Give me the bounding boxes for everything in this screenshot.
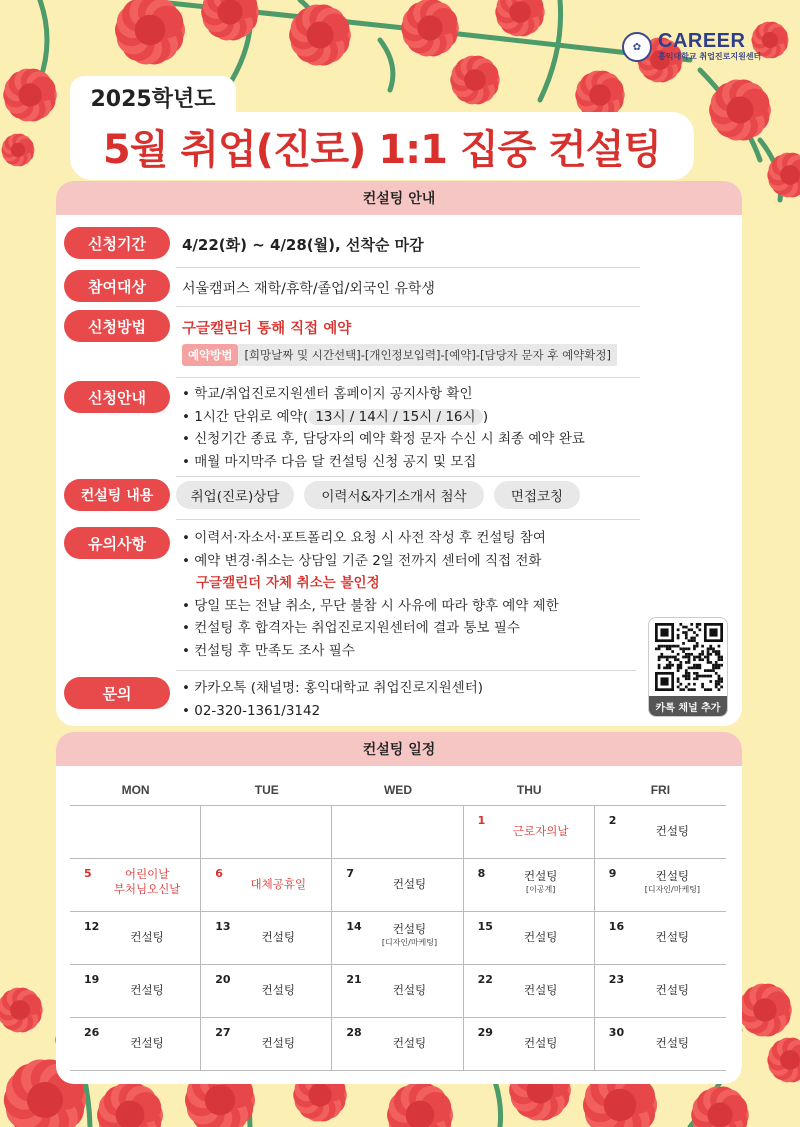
event-text: 컨설팅 [655,1036,690,1050]
event-label [94,1036,200,1051]
calendar-day [595,806,726,859]
day-number: 5 [84,867,92,880]
day-number: 6 [215,867,223,880]
day-number: 27 [215,1026,231,1039]
calendar-day [70,859,201,912]
notes-list [182,527,559,662]
event-text: 컨설팅 [392,1036,427,1050]
calendar-day [70,1018,201,1071]
day-number: 14 [346,920,362,933]
calendar-day [332,859,463,912]
day-number: 13 [215,920,231,933]
time-slots: 13시 / 14시 / 15시 / 16시 [308,409,483,425]
list-item-warning: 구글캘린더 자체 취소는 불인정 [196,575,380,591]
guide-list [182,383,585,473]
qr-label: 카톡 채널 추가 [649,696,727,716]
calendar-day [332,1018,463,1071]
calendar-day [201,859,332,912]
schedule-heading: 컨설팅 일정 [56,732,742,766]
event-text: 근로자의날 [512,824,569,838]
calendar-day [201,1018,332,1071]
event-label [356,983,462,998]
calendar-day [70,806,201,859]
holiday-label [225,877,331,892]
list-item-text: • 1시간 단위로 예약( [182,408,308,425]
contact-list [182,677,483,722]
calendar-day [201,806,332,859]
kakao-qr-code[interactable] [648,617,728,717]
event-text: 컨설팅 [261,1036,295,1050]
event-label [488,930,594,945]
event-text: 컨설팅 [261,930,295,944]
divider [176,306,640,307]
content-chip: 이력서&자기소개서 첨삭 [304,481,484,509]
info-heading: 컨설팅 안내 [56,181,742,215]
event-text: 컨설팅 [130,930,164,944]
event-text: 컨설팅 [130,983,164,997]
logo-brand: CAREER [658,30,746,52]
list-item: • 예약 변경·취소는 상담일 기준 2일 전까지 센터에 직접 전화 [182,552,542,569]
page-title: 5월 취업(진로) 1:1 집중 컨설팅 [70,112,694,180]
event-text: 컨설팅 [655,930,690,944]
method-label: 신청방법 [64,310,170,342]
content-chip: 면접코칭 [494,481,580,509]
calendar-day [332,965,463,1018]
event-label [488,869,594,895]
divider [176,377,640,378]
event-text: 컨설팅 [392,922,427,936]
calendar-day [332,806,463,859]
list-item: • 02-320-1361/3142 [182,702,321,719]
event-label [619,1036,726,1051]
event-text: 컨설팅 [655,983,690,997]
day-number: 15 [477,920,493,933]
list-item-text: ) [482,408,489,425]
day-number: 8 [477,867,486,880]
event-label [619,869,726,895]
list-item: • 이력서·자소서·포트폴리오 요청 시 사전 작성 후 컨설팅 참여 [182,530,546,546]
calendar-day [595,965,726,1018]
list-item: • 카카오톡 (채널명: 홍익대학교 취업진로지원센터) [182,680,484,696]
event-text: 컨설팅 [655,869,690,883]
day-number: 22 [477,973,493,986]
event-label [356,1036,462,1051]
method-steps: [희망날짜 및 시간선택]-[개인정보입력]-[예약]-[담당자 문자 후 예약확정] [238,344,617,366]
calendar-day [595,912,726,965]
weekday-wed: WED [383,782,412,797]
day-number: 12 [84,920,100,933]
event-text: 컨설팅 [655,824,690,838]
event-text: 대체공휴일 [250,877,307,891]
event-track: [이공계] [525,885,556,894]
list-item: • 학교/취업진로지원센터 홈페이지 공지사항 확인 [182,386,473,402]
weekday-thu: THU [516,782,542,797]
event-label [225,930,331,945]
calendar-header [70,774,726,806]
target-value: 서울캠퍼스 재학/휴학/졸업/외국인 유학생 [182,281,435,297]
event-label [225,1036,331,1051]
event-track: [디자인/마케팅] [381,938,438,947]
event-label [619,930,726,945]
calendar-grid [70,806,726,1071]
event-text: 컨설팅 [261,983,295,997]
day-number: 9 [608,867,617,880]
calendar-day [464,965,595,1018]
list-item: • 신청기간 종료 후, 담당자의 예약 확정 문자 수신 시 최종 예약 완료 [182,431,585,447]
logo-org: 홍익대학교 취업진로지원센터 [658,52,762,61]
calendar-day [70,965,201,1018]
calendar-day [595,859,726,912]
weekday-mon: MON [121,782,150,797]
event-text: 컨설팅 [392,877,427,891]
day-number: 20 [215,973,231,986]
divider [176,670,636,671]
calendar-day [464,859,595,912]
event-track: [디자인/마케팅] [644,885,701,894]
event-text: 컨설팅 [130,1036,164,1050]
calendar-day [595,1018,726,1071]
day-number: 29 [477,1026,493,1039]
calendar-day [464,806,595,859]
event-text: 어린이날 부처님오신날 [113,867,181,896]
event-label [94,983,200,998]
divider [176,476,640,477]
day-number: 1 [477,814,486,827]
day-number: 21 [346,973,362,986]
list-item [182,406,585,429]
holiday-label [488,824,594,839]
event-text: 컨설팅 [524,1036,558,1050]
day-number: 30 [608,1026,625,1039]
event-label [356,922,462,948]
calendar-day [464,1018,595,1071]
divider [176,519,640,520]
university-seal-icon: ✿ [622,32,652,62]
period-value: 4/22(화) ~ 4/28(월), 선착순 마감 [182,236,424,254]
divider [176,267,640,268]
year-label: 2025학년도 [70,76,236,118]
calendar-day [201,965,332,1018]
calendar-day [464,912,595,965]
method-value: 구글캘린더 통해 직접 예약 [182,321,352,337]
list-item: • 당일 또는 전날 취소, 무단 불참 시 사유에 따라 향후 예약 제한 [182,597,559,614]
info-card [56,181,742,726]
day-number: 16 [608,920,625,933]
event-text: 컨설팅 [524,930,558,944]
guide-label: 신청안내 [64,381,170,413]
calendar [70,774,726,1071]
contact-label: 문의 [64,677,170,709]
holiday-label [94,867,200,897]
notes-label: 유의사항 [64,527,170,559]
weekday-fri: FRI [650,782,671,797]
day-number: 26 [84,1026,100,1039]
calendar-day [201,912,332,965]
weekday-tue: TUE [254,782,279,797]
content-chip: 취업(진로)상담 [176,481,294,509]
day-number: 7 [346,867,355,880]
method-tag: 예약방법 [182,344,238,366]
event-label [94,930,200,945]
day-number: 23 [608,973,625,986]
calendar-day [70,912,201,965]
event-label [356,877,462,892]
list-item: • 컨설팅 후 합격자는 취업진로지원센터에 결과 통보 필수 [182,620,520,636]
event-label [225,983,331,998]
event-text: 컨설팅 [524,869,558,883]
event-text: 컨설팅 [392,983,427,997]
content-label: 컨설팅 내용 [64,479,170,511]
period-label: 신청기간 [64,227,170,259]
event-label [488,983,594,998]
career-center-logo [622,24,778,70]
event-text: 컨설팅 [524,983,558,997]
qr-code-icon [655,623,723,691]
list-item: • 매월 마지막주 다음 달 컨설팅 신청 공지 및 모집 [182,453,477,470]
schedule-card [56,732,742,1084]
event-label [619,824,726,839]
target-label: 참여대상 [64,270,170,302]
calendar-day [332,912,463,965]
day-number: 19 [84,973,100,986]
event-label [619,983,726,998]
list-item: • 컨설팅 후 만족도 조사 필수 [182,642,355,659]
day-number: 28 [346,1026,362,1039]
day-number: 2 [608,814,617,827]
event-label [488,1036,594,1051]
